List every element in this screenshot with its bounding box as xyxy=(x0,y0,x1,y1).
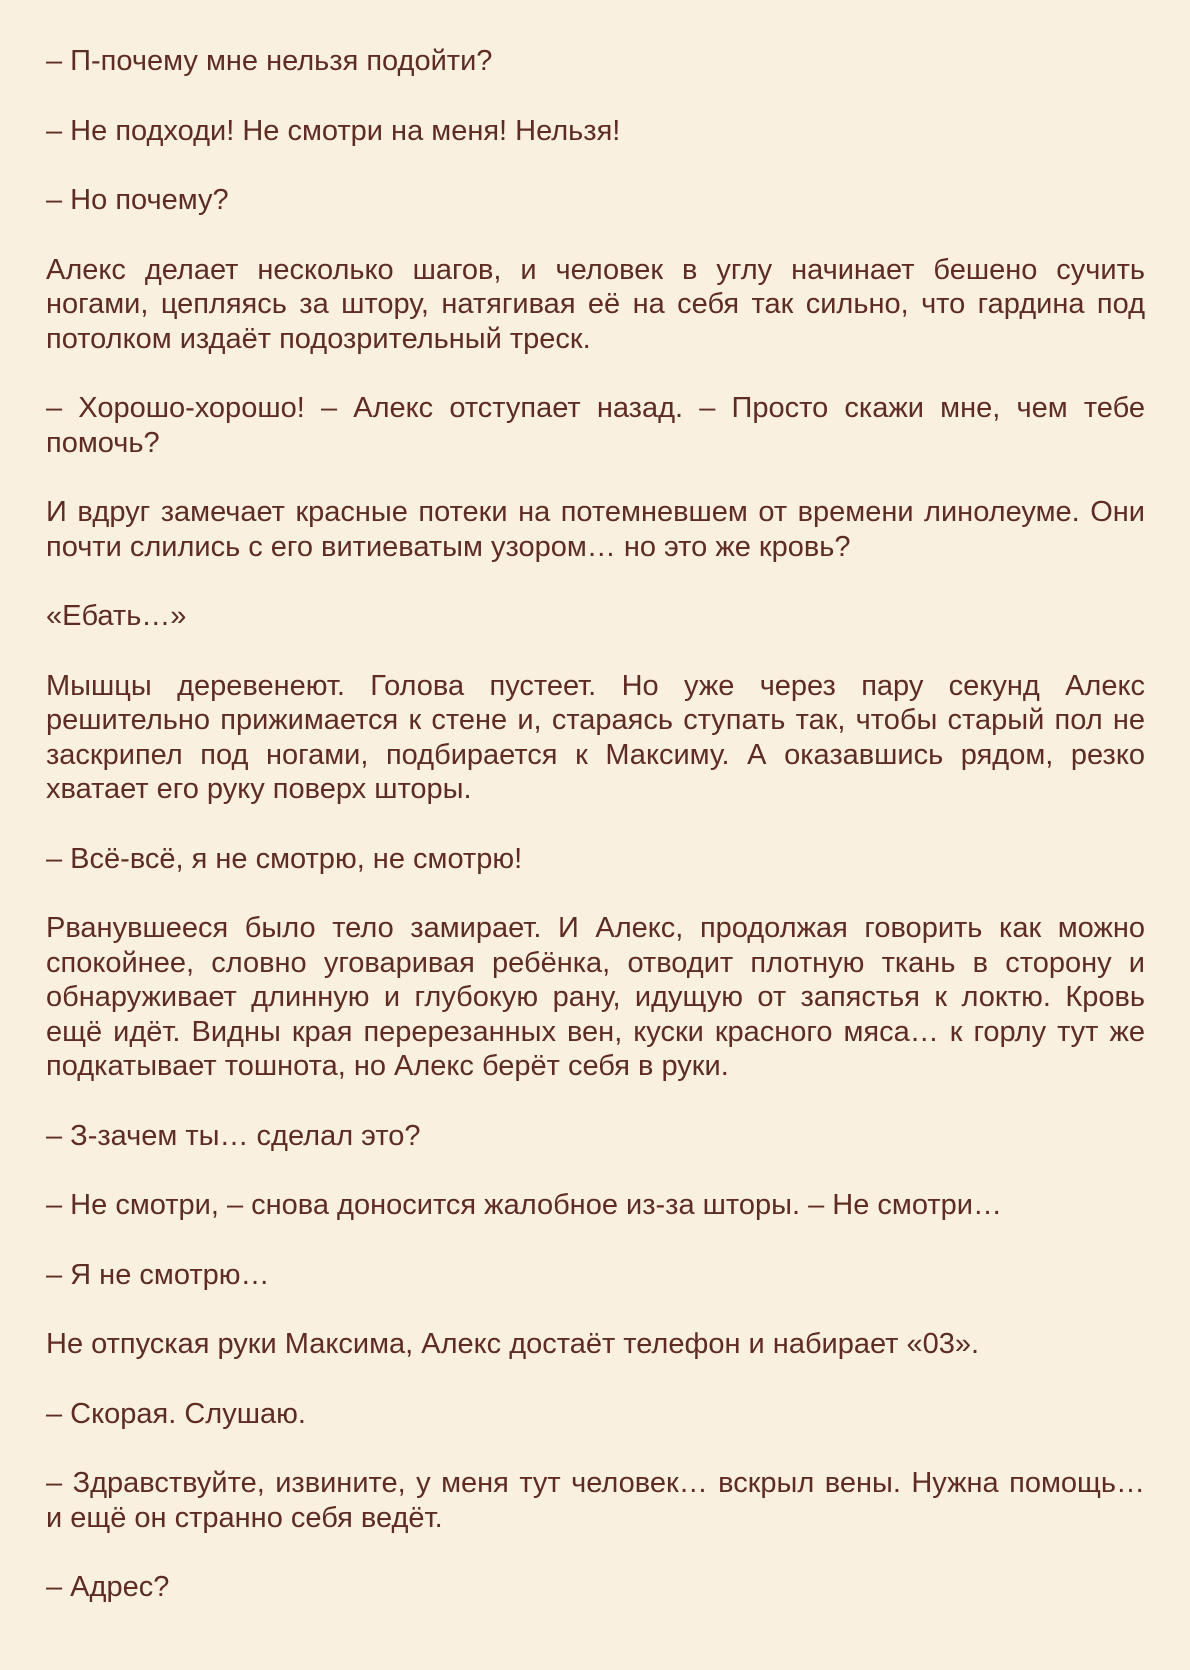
paragraph-14: Не отпуская руки Максима, Алекс достаёт телефон и набирает «03». xyxy=(46,1328,980,1360)
paragraph-9: – Всё-всё, я не смотрю, не смотрю! xyxy=(46,842,523,875)
paragraph-12: – Не смотри, – снова доносится жалобное из-за шторы. – Не смотри… xyxy=(46,1189,1002,1221)
paragraph-6: И вдруг замечает красные потеки на потемневшем от времени линолеуме. Они почти слились с его витиеватым узором… но это же кровь? xyxy=(46,496,1145,563)
paragraph-5: – Хорошо-хорошо! – Алекс отступает назад. – Просто скажи мне, чем тебе помочь? xyxy=(46,392,1145,459)
paragraph-15: – Скорая. Слушаю. xyxy=(46,1397,306,1430)
paragraph-13: – Я не смотрю… xyxy=(46,1258,270,1291)
paragraph-11: – З-зачем ты… сделал это? xyxy=(46,1119,421,1152)
paragraph-16: – Здравствуйте, извините, у меня тут человек… вскрыл вены. Нужна помощь… и ещё он странно себя ведёт. xyxy=(46,1467,1145,1534)
paragraph-8: Мышцы деревенеют. Голова пустеет. Но уже через пару секунд Алекс решительно прижимается к стене и, стараясь ступать так, чтобы старый пол не заскрипел под ногами, подбирается к Максиму. А оказавшись рядом, резко хватает его руку поверх шторы. xyxy=(46,669,1145,805)
paragraph-4: Алекс делает несколько шагов, и человек в углу начинает бешено сучить ногами, цепляясь за штору, натягивая её на себя так сильно, что гардина под потолком издаёт подозрительный треск. xyxy=(46,253,1145,355)
paragraph-7: «Ебать…» xyxy=(46,600,187,632)
paragraph-1: – П-почему мне нельзя подойти? xyxy=(46,45,493,77)
paragraph-17: – Адрес? xyxy=(46,1571,170,1603)
paragraph-10: Рванувшееся было тело замирает. И Алекс, продолжая говорить как можно спокойнее, словно уговаривая ребёнка, отводит плотную ткань в сторону и обнаруживает длинную и глубокую рану, идущую от запястья к локтю. Кровь ещё идёт. Видны края перерезанных вен, куски красного мяса… к горлу тут же подкатывает тошнота, но Алекс берёт себя в руки. xyxy=(46,912,1145,1082)
paragraph-2: – Не подходи! Не смотри на меня! Нельзя! xyxy=(46,114,621,147)
paragraph-3: – Но почему? xyxy=(46,184,229,216)
